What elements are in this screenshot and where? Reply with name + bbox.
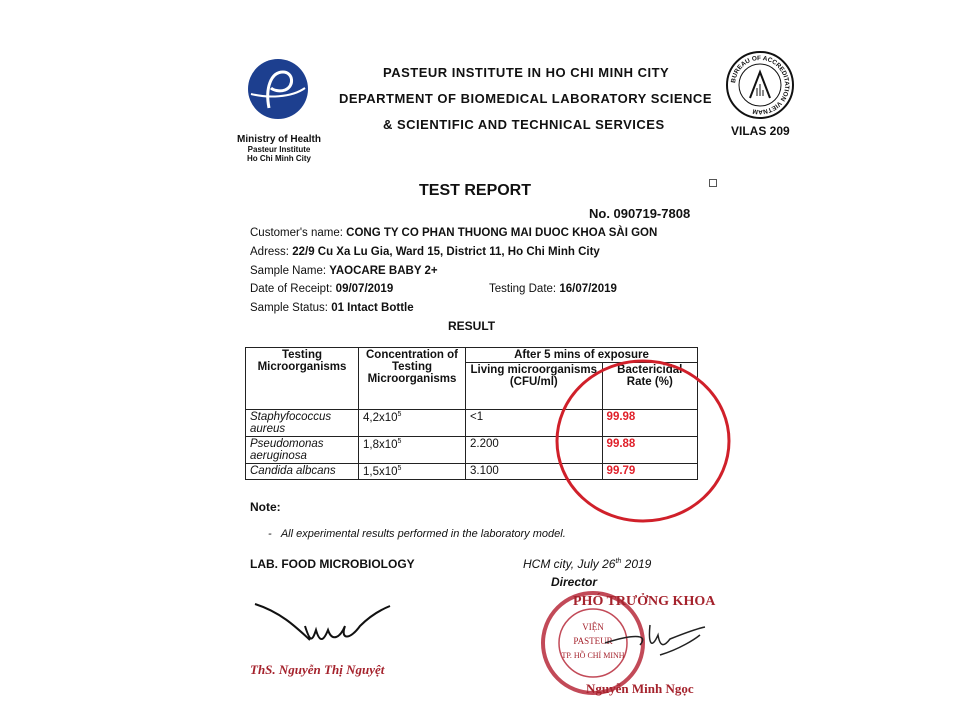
lab-name: LAB. FOOD MICROBIOLOGY: [250, 557, 415, 571]
header-cell: Concentration of Testing Microorganisms: [359, 348, 466, 410]
note-label: Note:: [250, 500, 281, 514]
org-line-1: PASTEUR INSTITUTE IN HO CHI MINH CITY: [383, 65, 670, 80]
header-cell: After 5 mins of exposure: [466, 348, 698, 363]
header-cell: Testing Microorganisms: [246, 348, 359, 410]
svg-text:TP. HỒ CHÍ MINH: TP. HỒ CHÍ MINH: [561, 651, 625, 660]
living-count: 3.100: [466, 464, 603, 480]
bactericidal-rate: 99.88: [602, 437, 697, 464]
note-item: - All experimental results performed in the laboratory model.: [268, 528, 566, 540]
logo-caption: Ministry of Health Pasteur Institute Ho Chi Minh City: [237, 134, 321, 163]
header-cell: Living microorganisms (CFU/ml): [466, 363, 603, 410]
org-line-2: DEPARTMENT OF BIOMEDICAL LABORATORY SCIENCE: [339, 91, 712, 106]
organism: Pseudomonas aeruginosa: [246, 437, 359, 464]
report-number: No. 090719-7808: [589, 206, 691, 221]
concentration: $1,5x10^5$: [359, 464, 466, 480]
svg-text:VIỆN: VIỆN: [582, 622, 604, 632]
vilas-number: VILAS 209: [731, 124, 790, 138]
customer-name: CONG TY CO PHAN THUONG MAI DUOC KHOA SÀI GON: [346, 227, 658, 239]
testing-date: 16/07/2019: [559, 283, 617, 295]
label: Sample Status:: [250, 302, 328, 314]
label: Customer's name:: [250, 227, 343, 239]
checkbox-mark: [709, 179, 717, 187]
label: Date of Receipt:: [250, 283, 333, 295]
report-date: HCM city, July 26th 2019: [523, 557, 652, 571]
concentration: $1,8x10^5$: [359, 437, 466, 464]
sample-status: 01 Intact Bottle: [331, 302, 414, 314]
result-title: RESULT: [448, 319, 496, 333]
svg-text:PASTEUR: PASTEUR: [573, 636, 613, 646]
director-label: Director: [551, 575, 598, 589]
seal-text: BUREAU OF ACCREDITATION VIETNAM: [730, 54, 791, 116]
left-signer: ThS. Nguyễn Thị Nguyệt: [250, 662, 385, 677]
org-line-3: & SCIENTIFIC AND TECHNICAL SERVICES: [383, 117, 665, 132]
right-signature: [600, 615, 710, 665]
left-signature: [250, 596, 400, 656]
living-count: 2.200: [466, 437, 603, 464]
organism: Staphyfococcus aureus: [246, 410, 359, 437]
report-title: TEST REPORT: [419, 182, 532, 199]
living-count: <1: [466, 410, 603, 437]
accreditation-seal: [725, 50, 795, 120]
sample-name: YAOCARE BABY 2+: [329, 265, 438, 277]
header-cell: Bactericidal Rate (%): [602, 363, 697, 410]
right-signer: Nguyễn Minh Ngọc: [586, 681, 694, 696]
bactericidal-rate: 99.79: [602, 464, 697, 480]
stamp-title: PHÓ TRƯỞNG KHOA: [573, 594, 716, 609]
organism: Candida albcans: [246, 464, 359, 480]
label: Sample Name:: [250, 265, 327, 277]
address: 22/9 Cu Xa Lu Gia, Ward 15, District 11, Ho Chi Minh City: [292, 246, 600, 258]
label: Testing Date:: [489, 283, 557, 295]
pasteur-logo: [247, 58, 309, 120]
concentration: $4,2x10^5$: [359, 410, 466, 437]
bactericidal-rate: 99.98: [602, 410, 697, 437]
receipt-date: 09/07/2019: [335, 283, 394, 295]
highlight-circle: [555, 358, 735, 526]
label: Adress:: [250, 246, 289, 258]
